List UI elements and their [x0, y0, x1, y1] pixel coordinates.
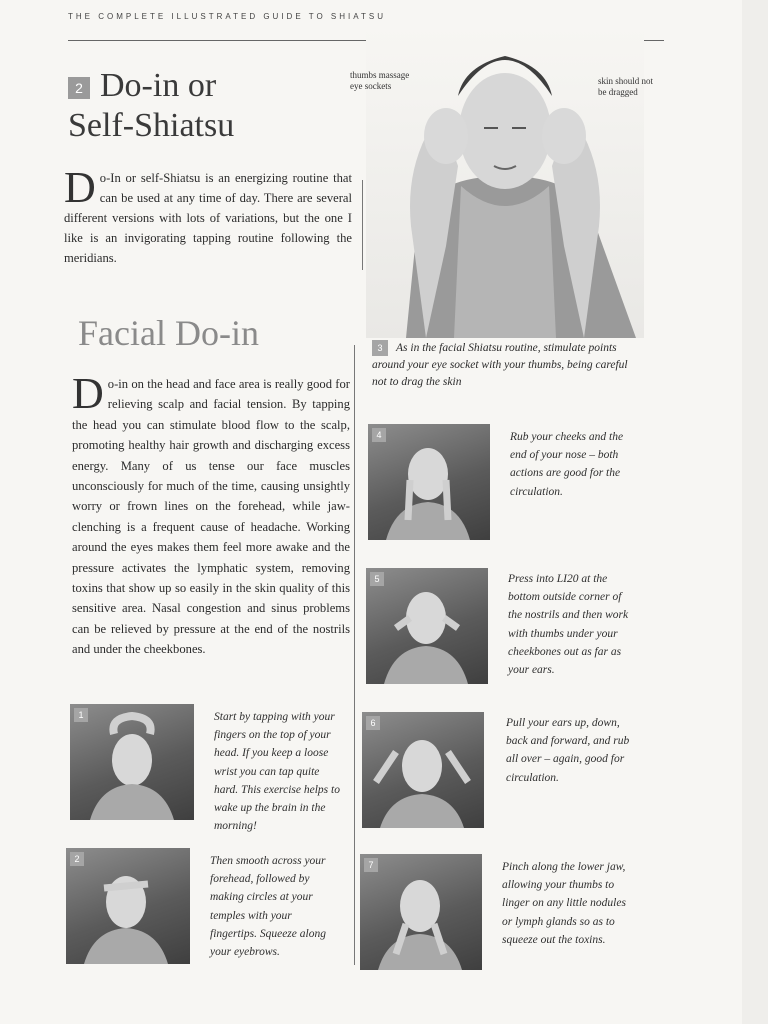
intro-text: o-In or self-Shiatsu is an energizing routine that can be used at any time of day. There are several different versions with lots of variations, but the one I like is an invigorating tapping routine following the meridians.	[64, 171, 352, 265]
running-head: THE COMPLETE ILLUSTRATED GUIDE TO SHIATSU	[68, 12, 386, 21]
step-number-6: 6	[366, 716, 380, 730]
step-caption-1: Start by tapping with your fingers on the top of your head. If you keep a loose wrist you can tap quite hard. This exercise helps to wake up the brain in the morning!	[214, 711, 340, 833]
section-number: 2	[68, 77, 90, 99]
section-title-line2: Self-Shiatsu	[68, 107, 235, 144]
facial-dropcap: D	[72, 369, 104, 418]
facial-body-paragraph	[72, 369, 350, 660]
step-photo-2	[66, 848, 190, 964]
page-edge	[742, 0, 768, 1024]
column-divider-top	[362, 180, 363, 270]
column-divider-main	[354, 345, 355, 965]
step-caption-6: Pull your ears up, down, back and forward, and rub all over – again, good for circulation.	[506, 717, 630, 784]
facial-body-text: o-in on the head and face area is really good for relieving scalp and facial tension. By tapping the head you can stimulate blood flow to the scalp, promoting healthy hair growth and discharging excess energy. Many of us tense our face muscles unconsciously for much of the time, causing unsightly worry or frown lines on the forehead, while jaw-clenching is a frequent cause of headache. Working around the eyes makes them feel more awake and the pressure activates the lymphatic system, removing toxins that show up so easily in the skin quality of this sensitive area. Nasal congestion and sinus problems can be relieved by pressure at the end of the nostrils and under the cheekbones.	[72, 377, 350, 657]
annotation-thumbs: thumbs massage eye sockets	[350, 70, 410, 91]
step-number-3: 3	[372, 340, 388, 356]
step-number-1: 1	[74, 708, 88, 722]
step-caption-4: Rub your cheeks and the end of your nose – both actions are good for the circulation.	[510, 431, 624, 498]
step-photo-1	[70, 704, 194, 820]
facial-do-in-heading: Facial Do-in	[78, 313, 259, 353]
step-photo-6	[362, 712, 484, 828]
step-caption-7: Pinch along the lower jaw, allowing your thumbs to linger on any little nodules or lymph glands so as to squeeze out the toxins.	[502, 861, 626, 946]
intro-paragraph	[64, 163, 352, 268]
section-title	[68, 66, 234, 146]
step-caption-2: Then smooth across your forehead, followed by making circles at your temples with your fingertips. Squeeze along your eyebrows.	[210, 855, 326, 959]
hero-caption-text: As in the facial Shiatsu routine, stimulate points around your eye socket with your thumbs, being careful not to drag the skin	[372, 342, 628, 388]
annotation-skin: skin should not be dragged	[598, 76, 654, 97]
step-number-5: 5	[370, 572, 384, 586]
hero-caption	[372, 340, 642, 391]
step-number-7: 7	[364, 858, 378, 872]
step-photo-5	[366, 568, 488, 684]
step-photo-4	[368, 424, 490, 540]
intro-dropcap: D	[64, 163, 96, 212]
step-caption-5: Press into LI20 at the bottom outside corner of the nostrils and then work with thumbs under your cheekbones out as far as your ears.	[508, 573, 629, 677]
step-number-2: 2	[70, 852, 84, 866]
step-number-4: 4	[372, 428, 386, 442]
step-photo-7	[360, 854, 482, 970]
section-title-line1: Do-in or	[100, 67, 217, 104]
